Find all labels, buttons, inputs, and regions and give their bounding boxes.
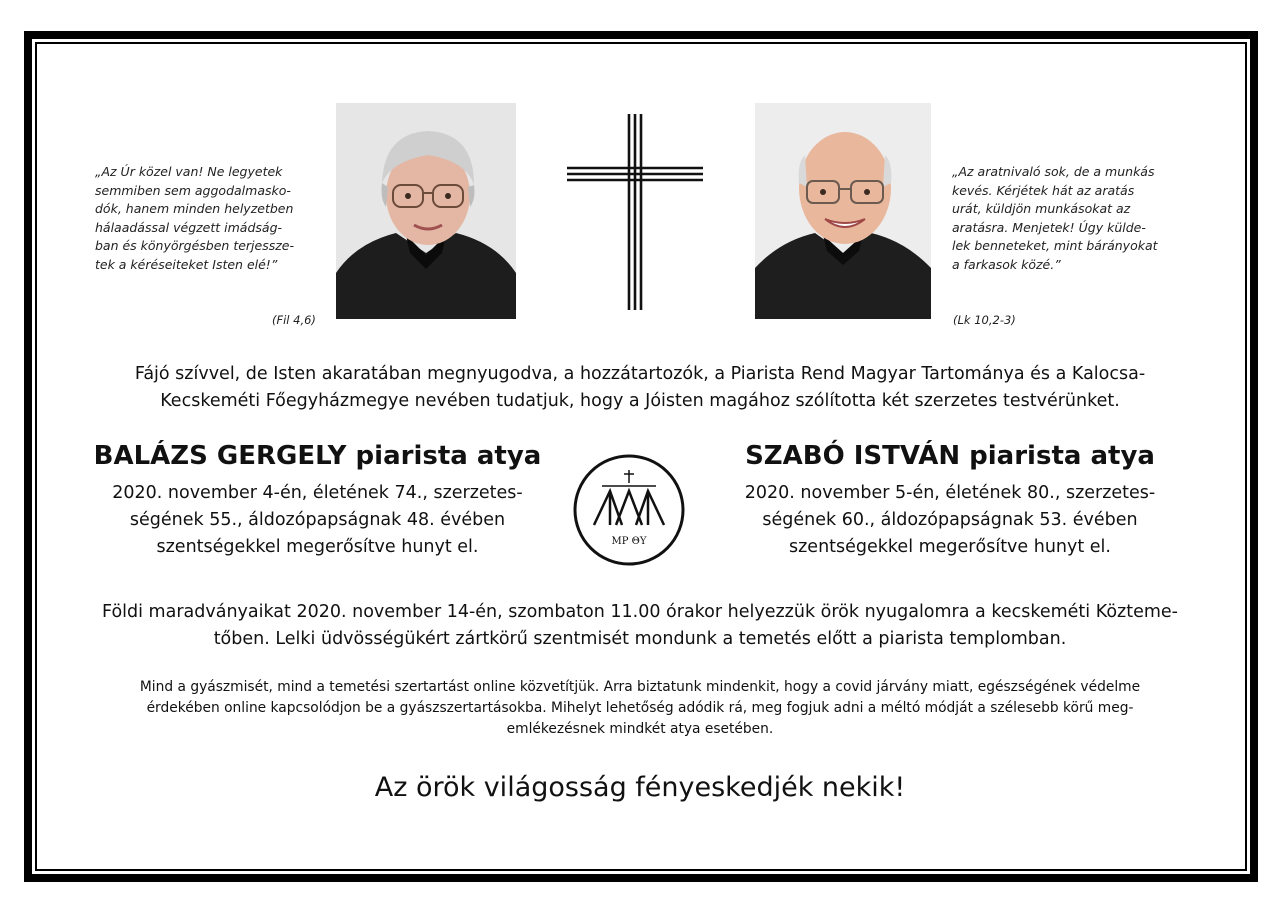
quote-line: „Az Úr közel van! Ne legyetek <box>95 164 283 179</box>
right-quote <box>952 163 1178 274</box>
burial-line: Földi maradványaikat 2020. november 14-én, szombaton 11.00 órakor helyezzük örök nyugalomra a kecskeméti Közteme- <box>102 602 1178 622</box>
quote-line: ban és könyörgésben terjessze- <box>95 238 294 253</box>
deceased-name-right <box>715 441 1185 471</box>
priest-portrait-icon <box>755 103 931 319</box>
quote-line: lek benneteket, mint bárányokat <box>952 238 1158 253</box>
deceased-name-left <box>70 441 565 471</box>
deceased-details-left <box>70 480 565 561</box>
intro-line: Fájó szívvel, de Isten akaratában megnyugodva, a hozzátartozók, a Piarista Rend Magyar Tartománya és a Kalocsa- <box>134 364 1146 384</box>
deceased-title: piarista atya <box>960 441 1155 471</box>
deceased-name: SZABÓ ISTVÁN <box>745 441 961 471</box>
quote-line: urát, küldjön munkásokat az <box>952 201 1131 216</box>
intro-paragraph <box>60 361 1220 415</box>
piarist-order-emblem-icon <box>572 453 686 567</box>
quote-line: hálaadással végzett imádság- <box>95 219 283 235</box>
right-quote-reference: (Lk 10,2-3) <box>953 313 1016 327</box>
online-line: érdekében online kapcsolódjon be a gyászszertartásokba. Mihelyt lehetőség adódik rá, meg fogjuk adni a méltó módját a szélesebb körű meg- <box>146 700 1134 716</box>
burial-paragraph <box>60 599 1220 653</box>
left-quote-reference: (Fil 4,6) <box>272 313 316 327</box>
intro-line: Kecskeméti Főegyházmegye nevében tudatjuk, hogy a Jóisten magához szólította két szerzetes testvérünket. <box>160 391 1120 411</box>
quote-line: dók, hanem minden helyzetben <box>95 201 294 216</box>
left-quote <box>95 163 321 274</box>
quote-line: semmiben sem aggodalmasko- <box>95 182 291 198</box>
quote-line: „Az aratnivaló sok, de a munkás <box>952 164 1155 179</box>
portrait-left <box>336 103 516 319</box>
deceased-details-right <box>715 480 1185 561</box>
online-line: emlékezésnek mindkét atya esetében. <box>506 721 774 737</box>
online-paragraph <box>60 677 1220 740</box>
detail-line: ségének 60., áldozópapságnak 53. évében <box>762 510 1138 530</box>
quote-line: tek a kéréseiteket Isten elé!” <box>95 256 278 272</box>
emblem-text: MP ΘY <box>611 536 647 547</box>
detail-line: szentségekkel megerősítve hunyt el. <box>789 537 1111 557</box>
detail-line: 2020. november 4-én, életének 74., szerzetes- <box>112 483 523 503</box>
priest-portrait-icon <box>336 103 516 319</box>
detail-line: szentségekkel megerősítve hunyt el. <box>156 537 479 557</box>
quote-line: aratásra. Menjetek! Úgy külde- <box>952 219 1146 235</box>
deceased-title: piarista atya <box>346 441 542 471</box>
detail-line: 2020. november 5-én, életének 80., szerzetes- <box>744 483 1156 503</box>
online-line: Mind a gyászmisét, mind a temetési szertartást online közvetítjük. Arra biztatunk mindenkit, hogy a covid járvány miatt, egészségének védelme <box>139 679 1141 695</box>
cross-icon <box>565 110 705 312</box>
detail-line: ségének 55., áldozópapságnak 48. évében <box>129 510 506 530</box>
deceased-name: BALÁZS GERGELY <box>93 441 347 471</box>
quote-line: kevés. Kérjétek hát az aratás <box>952 182 1135 198</box>
closing-line: Az örök világosság fényeskedjék nekik! <box>374 772 906 803</box>
burial-line: tőben. Lelki üdvösségükért zártkörű szentmisét mondunk a temetés előtt a piarista templomban. <box>213 629 1067 649</box>
quote-line: a farkasok közé.” <box>952 256 1061 272</box>
portrait-right <box>755 103 931 319</box>
